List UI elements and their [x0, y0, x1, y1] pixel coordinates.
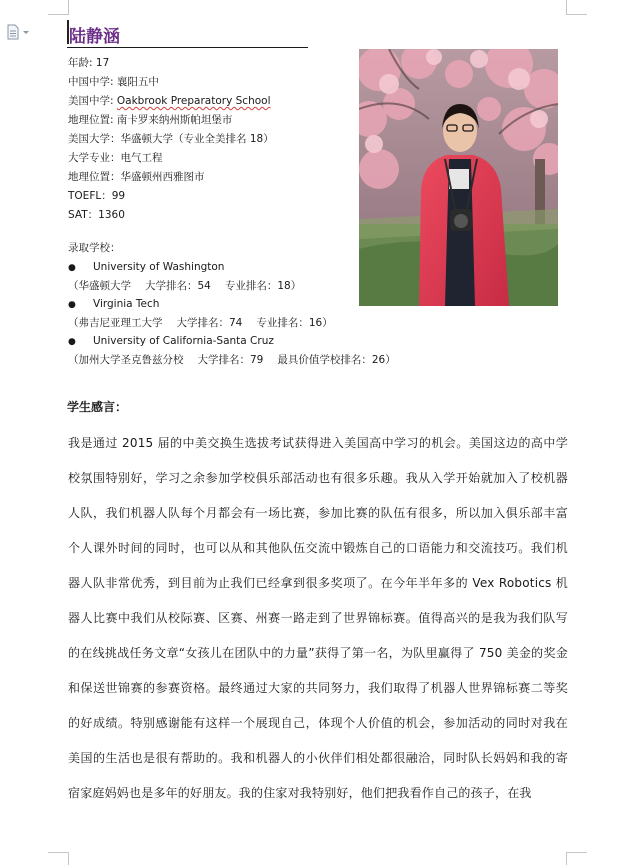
- school-cn-name: （弗吉尼亚理工大学: [68, 316, 163, 329]
- school-name: University of Washington: [93, 261, 225, 273]
- info-value: 99: [111, 190, 126, 202]
- testimonial-body: 我是通过 2015 届的中美交换生选拔考试获得进入美国高中学习的机会。美国这边的高中学校氛围特别好，学习之余参加学校俱乐部活动也有很多乐趣。我从入学开始就加入了校机器人队，我们机器人队每个月都会有一场比赛，参加比赛的队伍有很多，所以加入俱乐部丰富个人课外时间的同时，也可以从和其他队伍交流中锻炼自己的口语能力和交流技巧。我们机器人队非常优秀，到目前为止我们已经拿到很多奖项了。在今年半年多的 Vex Robotics 机器人比赛中我们从校际赛、区赛、州赛一路走到了世界锦标赛。值得高兴的是我为我们队写的在线挑战任务文章“女孩儿在团队中的力量”获得了第一名，为队里赢得了 750 美金的奖金和保送世锦赛的参赛资格。最终通过大家的共同努力，我们取得了机器人世界锦标赛二等奖的好成绩。特别感谢能有这样一个展现自己，体现个人价值的机会，参加活动的同时对我在美国的生活也是很有帮助的。我和机器人的小伙伴们相处都很融洽，同时队长妈妈和我的寄宿家庭妈妈也是多年的好朋友。我的住家对我特别好，他们把我看作自己的孩子，在我: [68, 436, 568, 800]
- crop-mark-top-right: [566, 0, 587, 15]
- info-row-us-school: [68, 92, 358, 111]
- bullet-icon: ●: [68, 263, 76, 273]
- school-detail: [68, 314, 488, 333]
- info-row-toefl: [68, 187, 358, 206]
- school-rank: 大学排名：79: [197, 353, 264, 366]
- school-item: [68, 332, 488, 351]
- info-value: 华盛顿州西雅图市: [120, 171, 205, 183]
- info-value-spellcheck: Oakbrook Preparatory School: [116, 95, 271, 107]
- testimonial-heading: 学生感言：: [67, 400, 128, 414]
- value-rank: 最具价值学校排名：26）: [277, 353, 396, 366]
- school-name: Virginia Tech: [93, 298, 160, 310]
- school-rank: 大学排名：54: [145, 279, 211, 292]
- info-value: 南卡罗来纳州斯帕坦堡市: [116, 114, 233, 126]
- info-row-sat: [68, 206, 358, 225]
- major-rank: 专业排名：16）: [256, 316, 333, 329]
- student-photo: [359, 49, 558, 306]
- bullet-icon: ●: [68, 300, 76, 310]
- info-label: 美国中学:: [68, 95, 117, 107]
- info-value: 襄阳五中: [116, 76, 159, 88]
- info-row-age: [68, 54, 358, 73]
- profile-info: [68, 54, 358, 225]
- admissions-label: 录取学校：: [68, 242, 121, 254]
- info-label: 美国大学：: [68, 133, 121, 145]
- info-label: 中国中学:: [68, 76, 117, 88]
- info-row-us-university: [68, 130, 358, 149]
- info-label: SAT：: [68, 209, 99, 221]
- info-row-china-school: [68, 73, 358, 92]
- info-row-location: [68, 111, 358, 130]
- school-detail: [68, 351, 488, 370]
- major-rank: 专业排名：18）: [224, 279, 302, 292]
- info-row-major: [68, 149, 358, 168]
- name-underline: [67, 47, 308, 48]
- info-label: 地理位置：: [68, 171, 121, 183]
- school-cn-name: （加州大学圣克鲁兹分校: [68, 353, 184, 366]
- info-label: TOEFL：: [68, 190, 112, 202]
- crop-mark-bottom-right: [566, 852, 587, 865]
- info-row-uni-location: [68, 168, 358, 187]
- info-label: 年龄:: [68, 57, 96, 69]
- info-label: 大学专业：: [68, 152, 121, 164]
- info-label: 地理位置:: [68, 114, 117, 126]
- student-name: 陆静涵: [69, 27, 120, 47]
- info-value: 华盛顿大学（专业全美排名 18）: [120, 133, 274, 145]
- info-value: 电气工程: [120, 152, 163, 164]
- crop-mark-bottom-left: [48, 852, 69, 865]
- school-cn-name: （华盛顿大学: [68, 279, 131, 292]
- info-value: 1360: [98, 209, 125, 221]
- school-rank: 大学排名：74: [176, 316, 243, 329]
- document-menu-icon[interactable]: [6, 24, 34, 40]
- school-name: University of California-Santa Cruz: [93, 335, 274, 347]
- bullet-icon: ●: [68, 337, 76, 347]
- info-value: 17: [95, 57, 110, 69]
- crop-mark-top-left: [48, 0, 69, 15]
